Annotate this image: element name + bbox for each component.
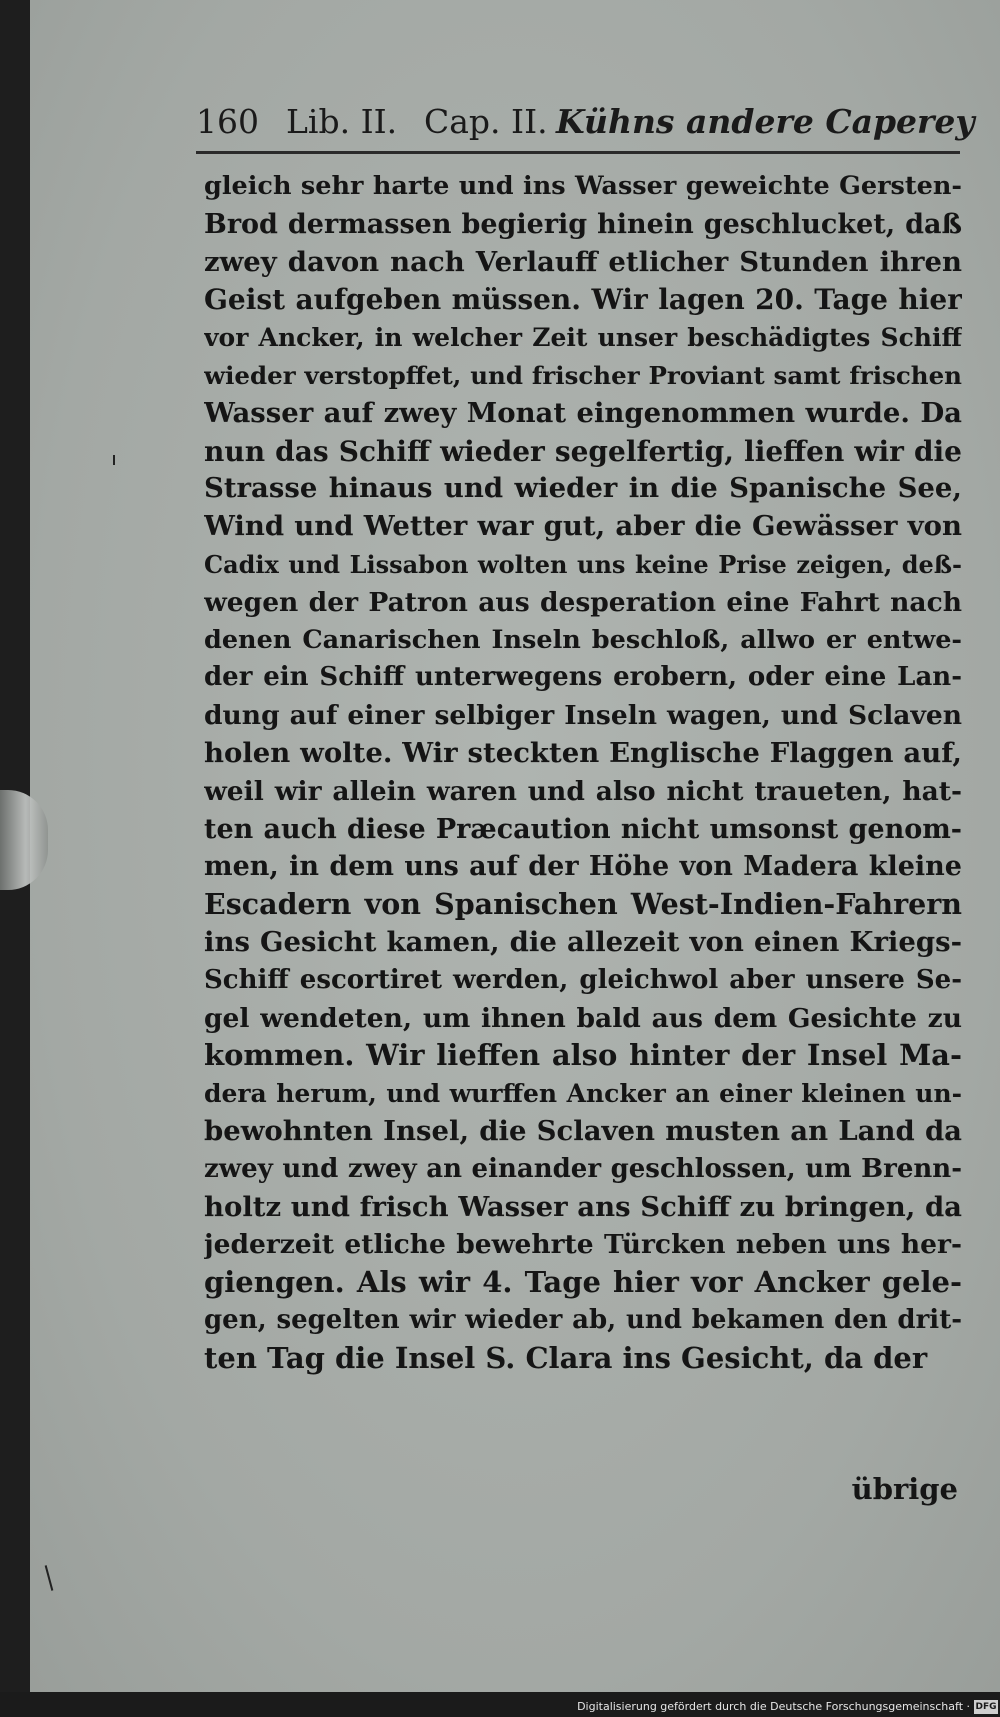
text-line: bewohnten Insel, die Sclaven musten an Land da — [204, 1114, 962, 1147]
text-line: Cadix und Lissabon wolten uns keine Prise zeigen, deß- — [204, 549, 962, 579]
text-line: Schiff escortiret werden, gleichwol aber unsere Se- — [204, 964, 962, 995]
text-line: zwey und zwey an einander geschlossen, um Brenn- — [204, 1153, 962, 1184]
page-number: 160 — [196, 102, 259, 141]
body-text — [204, 168, 962, 1378]
text-line: gleich sehr harte und ins Wasser geweichte Gersten- — [204, 171, 962, 201]
text-line: vor Ancker, in welcher Zeit unser beschädigtes Schiff — [204, 323, 962, 353]
margin-mark — [113, 455, 115, 465]
text-line: Strasse hinaus und wieder in die Spanische See, — [204, 472, 962, 505]
text-line: nun das Schiff wieder segelfertig, lieffen wir die — [204, 434, 962, 468]
text-line: holen wolte. Wir steckten Englische Flaggen auf, — [204, 736, 962, 769]
chapter-label: Cap. II. — [424, 102, 548, 141]
text-line: wegen der Patron aus desperation eine Fahrt nach — [204, 586, 962, 618]
text-line: giengen. Als wir 4. Tage hier vor Ancker gele- — [204, 1265, 962, 1300]
text-line: men, in dem uns auf der Höhe von Madera kleine — [204, 851, 962, 883]
text-line: denen Canarischen Inseln beschloß, allwo er entwe- — [204, 624, 962, 655]
text-line: wieder verstopffet, und frischer Proviant samt frischen — [204, 360, 962, 390]
text-line: ten Tag die Insel S. Clara ins Gesicht, da der — [204, 1340, 928, 1375]
text-line: zwey davon nach Verlauff etlicher Stunden ihren — [204, 245, 962, 278]
text-line: Wasser auf zwey Monat eingenommen wurde. Da — [204, 396, 962, 429]
catchword: übrige — [851, 1472, 958, 1506]
text-line: ten auch diese Præcaution nicht umsonst genom- — [204, 813, 962, 845]
text-line: Wind und Wetter war gut, aber die Gewässer von — [204, 510, 962, 543]
text-line: Escadern von Spanischen West-Indien-Fahrern — [204, 887, 962, 922]
text-line: dung auf einer selbiger Inseln wagen, und Sclaven — [204, 700, 962, 732]
text-line: Brod dermassen begierig hinein geschlucket, daß — [204, 208, 962, 240]
text-line: Geist aufgeben müssen. Wir lagen 20. Tage hier — [204, 283, 962, 317]
running-title: Kühns andere Caperey — [556, 102, 975, 141]
text-line: holtz und frisch Wasser ans Schiff zu bringen, da — [204, 1190, 962, 1223]
footer-bar — [0, 1692, 1000, 1717]
header-rule — [196, 151, 960, 154]
text-line: gen, segelten wir wieder ab, und bekamen den drit- — [204, 1304, 962, 1335]
book-label: Lib. II. — [286, 102, 398, 141]
text-line: der ein Schiff unterwegens erobern, oder eine Lan- — [204, 662, 962, 693]
text-line: dera herum, und wurffen Ancker an einer kleinen un- — [204, 1079, 962, 1109]
footer-credit: Digitalisierung gefördert durch die Deutsche Forschungsgemeinschaft · — [577, 1700, 970, 1713]
text-line: kommen. Wir lieffen also hinter der Insel Ma- — [204, 1038, 962, 1073]
page-header — [196, 100, 975, 144]
text-line: gel wendeten, um ihnen bald aus dem Gesichte zu — [204, 1002, 962, 1034]
text-line: ins Gesicht kamen, die allezeit von einen Kriegs- — [204, 925, 962, 958]
text-line: weil wir allein waren und also nicht traueten, hat- — [204, 775, 962, 807]
dfg-logo: DFG — [975, 1702, 997, 1712]
text-line: jederzeit etliche bewehrte Türcken neben uns her- — [204, 1229, 962, 1261]
